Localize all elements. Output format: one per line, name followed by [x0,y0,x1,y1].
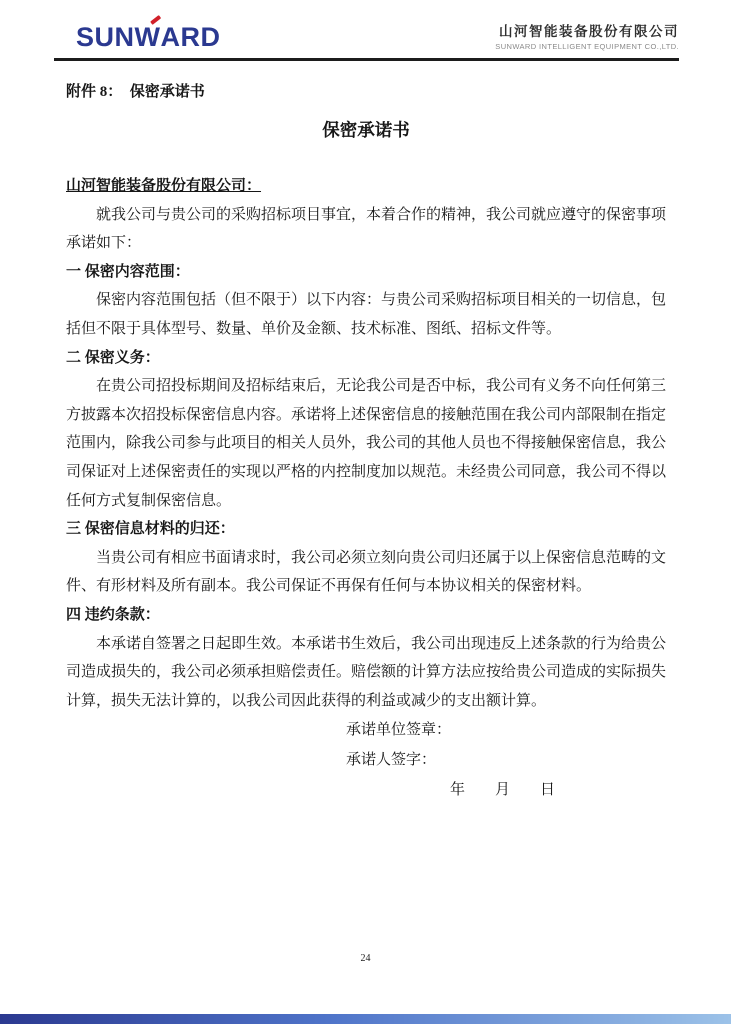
document-content [66,82,666,805]
document-title: 保密承诺书 [322,120,410,140]
footer-blue-bar [0,1014,731,1024]
unit-seal-label: 承诺单位签章： [346,722,452,739]
letterhead [54,24,679,61]
section-2-body: 在贵公司招投标期间及招标结束后，无论我公司是否中标，我公司有义务不向任何第三方披露本次招投标保密信息内容。承诺将上述保密信息的接触范围在我公司内部限制在指定范围内，除我公司参与此项目的相关人员外，我公司的其他人员也不得接触保密信息，我公司保证对上述保密责任的实现以严格的内控制度加以规范。未经贵公司同意，我公司不得以任何方式复制保密信息。 [66,378,667,509]
logo-text-sun: SUN [76,22,135,53]
section-2-heading: 二 保密义务： [66,349,160,366]
company-name-en: SUNWARD INTELLIGENT EQUIPMENT CO.,LTD. [495,41,679,51]
section-1-body: 保密内容范围包括（但不限于）以下内容：与贵公司采购招标项目相关的一切信息，包括但不限于具体型号、数量、单价及金额、技术标准、图纸、招标文件等。 [66,292,667,337]
section-4-heading: 四 违约条款： [66,606,160,623]
attachment-label: 附件 8： 保密承诺书 [66,84,205,100]
logo-w-red-accent-icon: W [134,22,161,53]
page-number: 24 [360,953,371,964]
signature-block [66,715,666,805]
sunward-logo [76,24,221,51]
letterhead-company-block [495,24,679,51]
section-4-body: 本承诺自签署之日起即生效。本承诺书生效后，我公司出现违反上述条款的行为给贵公司造成损失的，我公司必须承担赔偿责任。赔偿额的计算方法应按给贵公司造成的实际损失计算，损失无法计算的，以我公司因此获得的利益或减少的支出额计算。 [66,635,667,709]
logo-text-ard: ARD [160,22,221,53]
section-3-heading: 三 保密信息材料的归还： [66,521,235,538]
salutation: 山河智能装备股份有限公司： [66,178,262,194]
company-name-cn: 山河智能装备股份有限公司 [499,24,679,39]
section-1-heading: 一 保密内容范围： [66,263,190,280]
section-3-body: 当贵公司有相应书面请求时，我公司必须立刻向贵公司归还属于以上保密信息范畴的文件、有形材料及所有副本。我公司保证不再保有任何与本协议相关的保密材料。 [66,549,667,595]
signer-label: 承诺人签字： [346,752,437,769]
date-line: 年 月 日 [450,782,556,799]
intro-paragraph: 就我公司与贵公司的采购招标项目事宜，本着合作的精神，我公司就应遵守的保密事项承诺如下： [66,206,667,252]
